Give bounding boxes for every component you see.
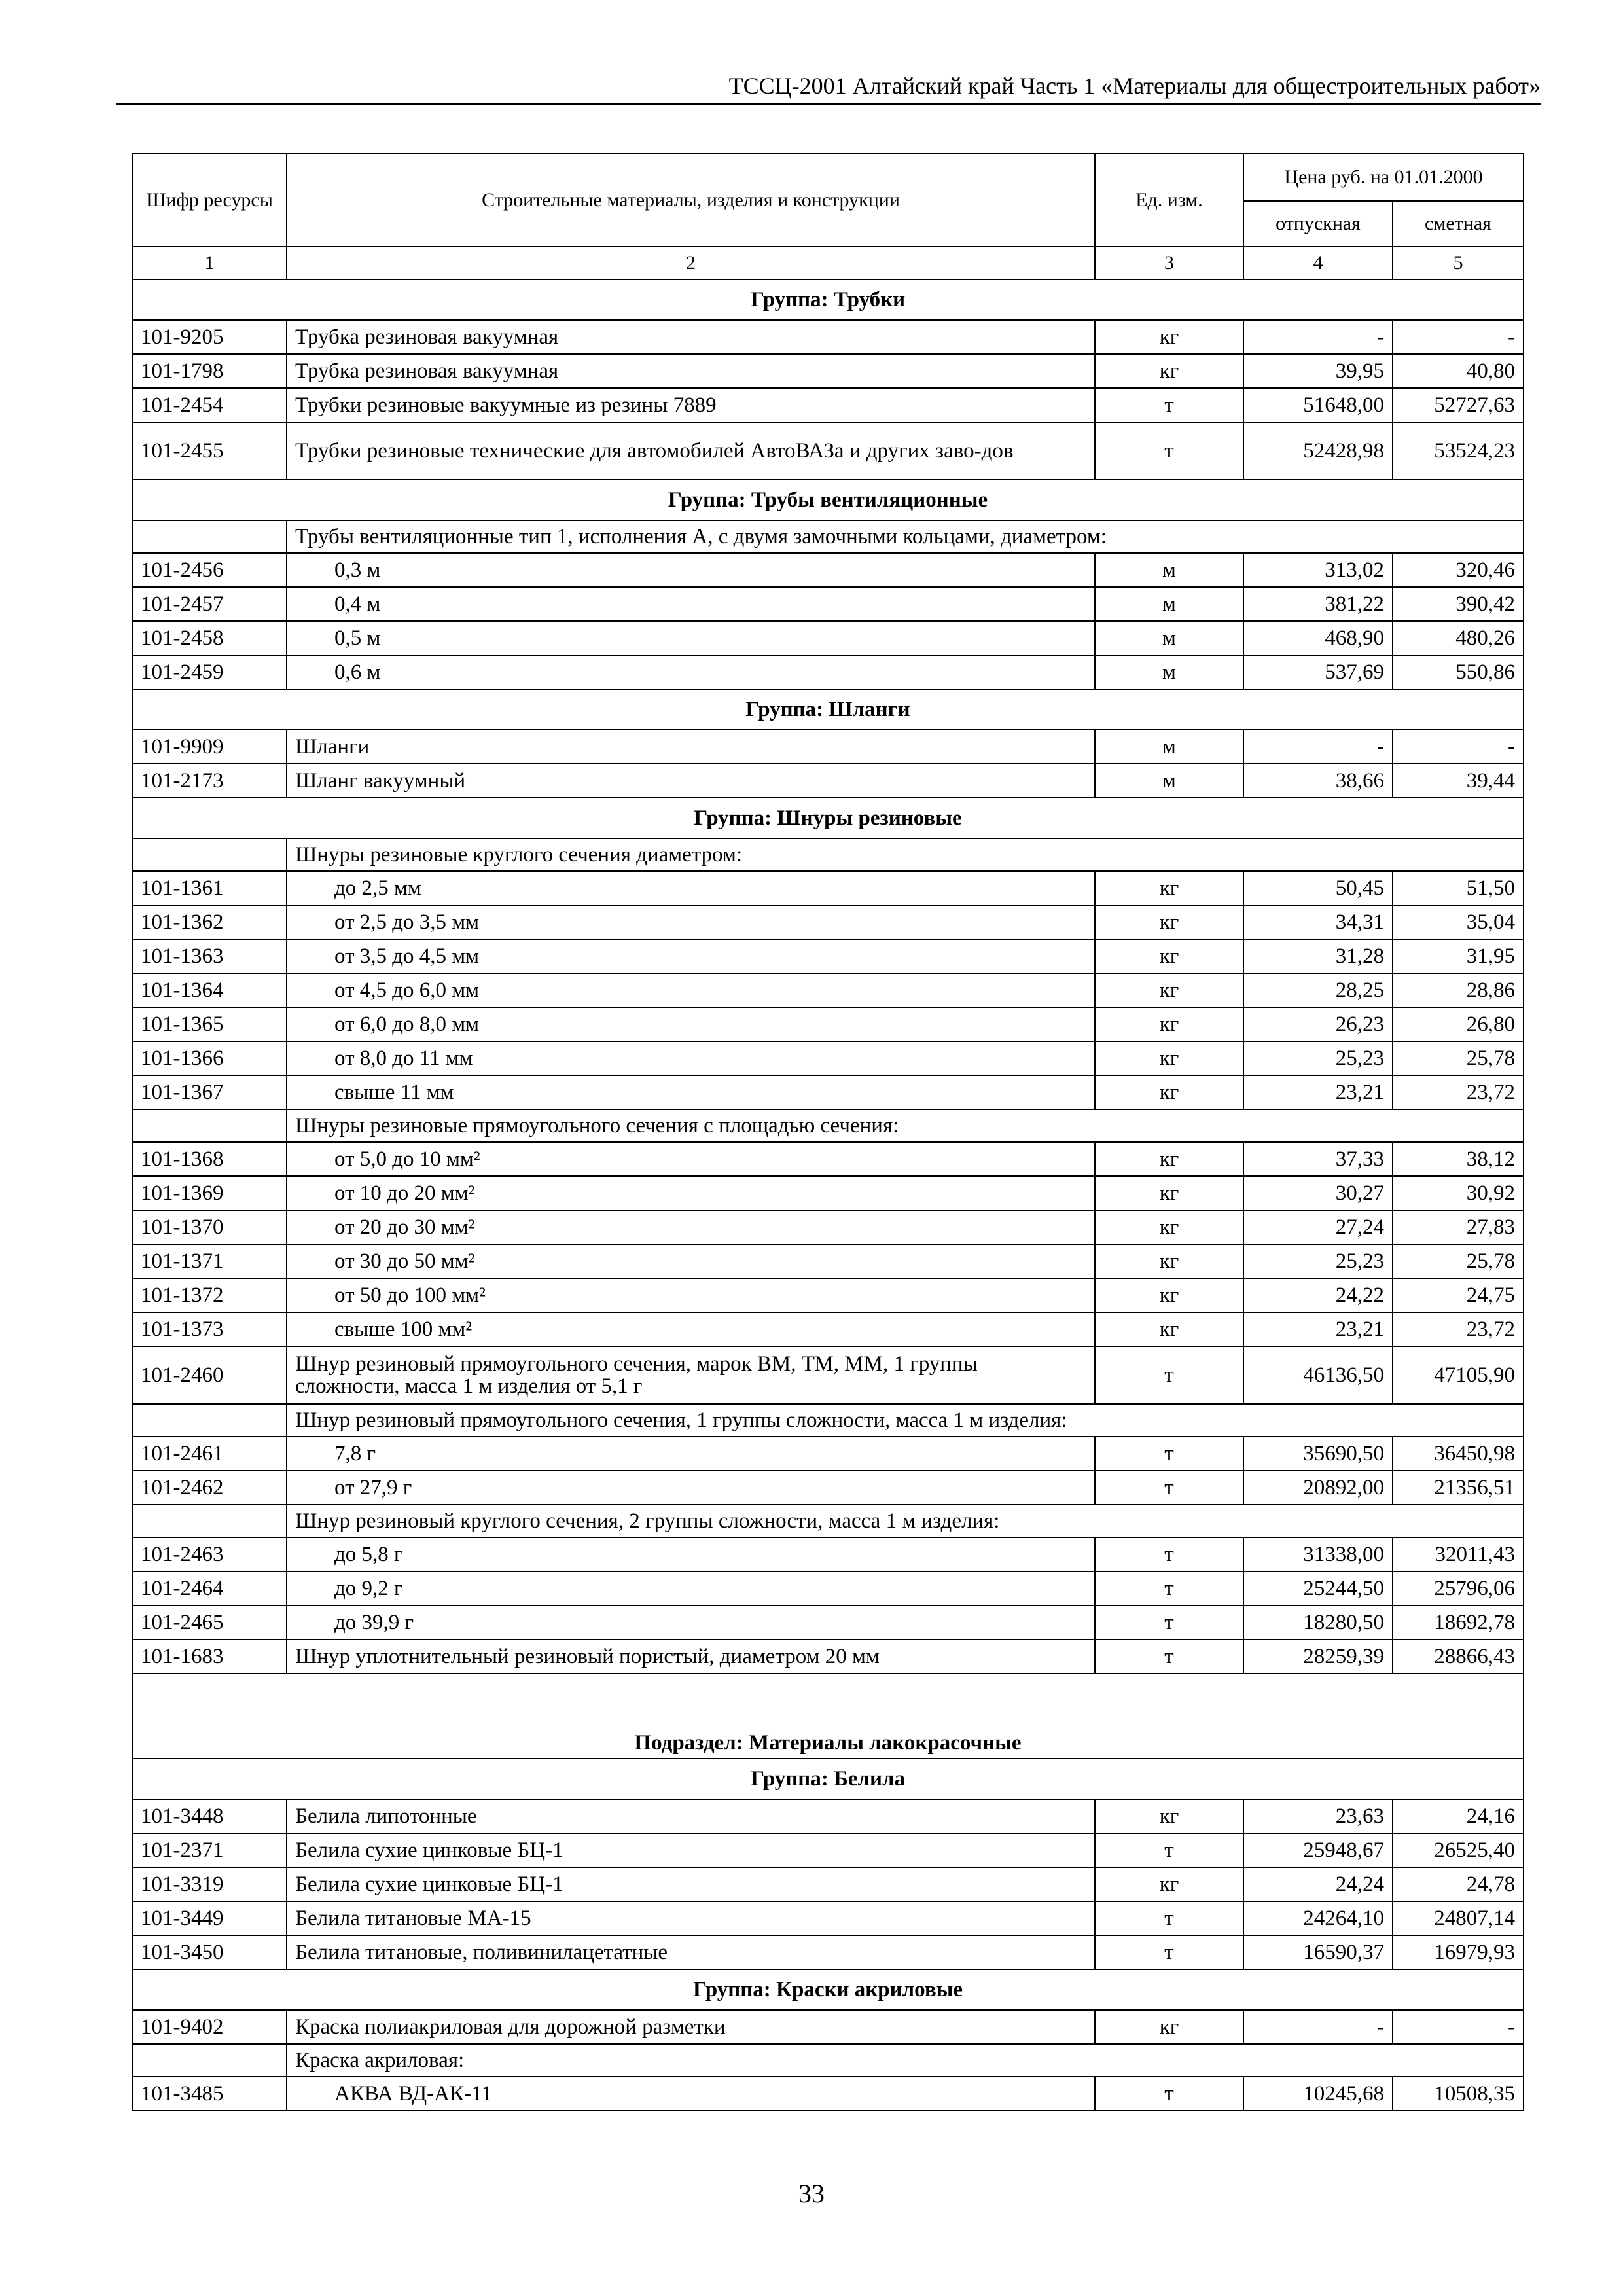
table-row xyxy=(132,1312,1524,1346)
estimate-price: - xyxy=(1393,730,1524,764)
resource-code: 101-3449 xyxy=(132,1901,287,1935)
note-text: Трубы вентиляционные тип 1, исполнения А, с двумя замочными кольцами, диаметром: xyxy=(287,520,1524,553)
estimate-price: 23,72 xyxy=(1393,1312,1524,1346)
table-body xyxy=(132,279,1524,2111)
resource-code: 101-2460 xyxy=(132,1346,287,1404)
unit: т xyxy=(1095,422,1243,480)
estimate-price: 23,72 xyxy=(1393,1075,1524,1109)
resource-code: 101-1364 xyxy=(132,973,287,1007)
release-price: 23,63 xyxy=(1243,1799,1393,1833)
release-price: 26,23 xyxy=(1243,1007,1393,1041)
note-text: Шнур резиновый круглого сечения, 2 группы сложности, масса 1 м изделия: xyxy=(287,1505,1524,1537)
material-name: Трубка резиновая вакуумная xyxy=(287,320,1095,354)
unit: кг xyxy=(1095,1041,1243,1075)
material-name: Белила титановые МА-15 xyxy=(287,1901,1095,1935)
estimate-price: 480,26 xyxy=(1393,621,1524,655)
estimate-price: 24,75 xyxy=(1393,1278,1524,1312)
material-name: Белила липотонные xyxy=(287,1799,1095,1833)
table-row xyxy=(132,320,1524,354)
page-header xyxy=(116,63,1541,105)
resource-code: 101-3450 xyxy=(132,1935,287,1969)
estimate-price: 25796,06 xyxy=(1393,1571,1524,1605)
resource-code: 101-3485 xyxy=(132,2077,287,2111)
estimate-price: 21356,51 xyxy=(1393,1471,1524,1505)
material-name: Трубки резиновые технические для автомобилей АвтоВАЗа и других заво-дов xyxy=(287,422,1095,480)
table-row xyxy=(132,1437,1524,1471)
table-row xyxy=(132,1278,1524,1312)
estimate-price: 24,16 xyxy=(1393,1799,1524,1833)
unit: кг xyxy=(1095,973,1243,1007)
unit: т xyxy=(1095,1537,1243,1571)
table-row xyxy=(132,587,1524,621)
estimate-price: 38,12 xyxy=(1393,1142,1524,1176)
group-row xyxy=(132,279,1524,320)
release-price: 313,02 xyxy=(1243,553,1393,587)
table-row xyxy=(132,553,1524,587)
estimate-price: 31,95 xyxy=(1393,939,1524,973)
resource-code: 101-1369 xyxy=(132,1176,287,1210)
note-text: Шнур резиновый прямоугольного сечения, 1 группы сложности, масса 1 м изделия: xyxy=(287,1404,1524,1437)
unit: т xyxy=(1095,1605,1243,1640)
subsection-row xyxy=(132,1674,1524,1759)
material-name: АКВА ВД-АК-11 xyxy=(287,2077,1095,2111)
unit: кг xyxy=(1095,1176,1243,1210)
release-price: 51648,00 xyxy=(1243,388,1393,422)
unit: т xyxy=(1095,388,1243,422)
resource-code: 101-2371 xyxy=(132,1833,287,1867)
release-price: 34,31 xyxy=(1243,905,1393,939)
resource-code: 101-1371 xyxy=(132,1244,287,1278)
unit: кг xyxy=(1095,354,1243,388)
resource-code: 101-9205 xyxy=(132,320,287,354)
material-name: 0,6 м xyxy=(287,655,1095,689)
header-name: Строительные материалы, изделия и конструкции xyxy=(287,154,1095,247)
release-price: 46136,50 xyxy=(1243,1346,1393,1404)
release-price: 381,22 xyxy=(1243,587,1393,621)
column-number: 1 xyxy=(132,247,287,279)
estimate-price: 36450,98 xyxy=(1393,1437,1524,1471)
material-name: от 5,0 до 10 мм² xyxy=(287,1142,1095,1176)
table-row xyxy=(132,1176,1524,1210)
table-row xyxy=(132,1571,1524,1605)
note-row xyxy=(132,1404,1524,1437)
resource-code: 101-1370 xyxy=(132,1210,287,1244)
estimate-price: 52727,63 xyxy=(1393,388,1524,422)
estimate-price: 53524,23 xyxy=(1393,422,1524,480)
material-name: от 20 до 30 мм² xyxy=(287,1210,1095,1244)
resource-code: 101-1372 xyxy=(132,1278,287,1312)
table-row xyxy=(132,1244,1524,1278)
material-name: от 8,0 до 11 мм xyxy=(287,1041,1095,1075)
column-number: 2 xyxy=(287,247,1095,279)
resource-code: 101-1683 xyxy=(132,1640,287,1674)
unit: м xyxy=(1095,764,1243,798)
group-title: Группа: Шнуры резиновые xyxy=(132,798,1524,838)
column-number: 4 xyxy=(1243,247,1393,279)
unit: кг xyxy=(1095,1075,1243,1109)
unit: кг xyxy=(1095,905,1243,939)
release-price: 52428,98 xyxy=(1243,422,1393,480)
unit: кг xyxy=(1095,1007,1243,1041)
material-name: от 30 до 50 мм² xyxy=(287,1244,1095,1278)
estimate-price: 26525,40 xyxy=(1393,1833,1524,1867)
material-name: до 2,5 мм xyxy=(287,871,1095,905)
estimate-price: 47105,90 xyxy=(1393,1346,1524,1404)
material-name: Белила сухие цинковые БЦ-1 xyxy=(287,1867,1095,1901)
table-row xyxy=(132,973,1524,1007)
estimate-price: 390,42 xyxy=(1393,587,1524,621)
resource-code: 101-2173 xyxy=(132,764,287,798)
release-price: 31,28 xyxy=(1243,939,1393,973)
material-name: свыше 11 мм xyxy=(287,1075,1095,1109)
table-row xyxy=(132,1833,1524,1867)
table-row xyxy=(132,1605,1524,1640)
group-title: Группа: Краски акриловые xyxy=(132,1969,1524,2010)
table-row xyxy=(132,1901,1524,1935)
unit: кг xyxy=(1095,1244,1243,1278)
resource-code: 101-2459 xyxy=(132,655,287,689)
release-price: 20892,00 xyxy=(1243,1471,1393,1505)
resource-code: 101-2458 xyxy=(132,621,287,655)
empty-code-cell xyxy=(132,838,287,871)
table-row xyxy=(132,1935,1524,1969)
resource-code: 101-2457 xyxy=(132,587,287,621)
unit: кг xyxy=(1095,320,1243,354)
table-row xyxy=(132,388,1524,422)
table-row xyxy=(132,1041,1524,1075)
header-estimate-price: сметная xyxy=(1393,201,1524,247)
material-name: 0,5 м xyxy=(287,621,1095,655)
table-row xyxy=(132,621,1524,655)
table-row xyxy=(132,1210,1524,1244)
resource-code: 101-2462 xyxy=(132,1471,287,1505)
unit: м xyxy=(1095,655,1243,689)
group-title: Группа: Белила xyxy=(132,1759,1524,1799)
unit: т xyxy=(1095,1571,1243,1605)
release-price: 37,33 xyxy=(1243,1142,1393,1176)
note-text: Шнуры резиновые круглого сечения диаметром: xyxy=(287,838,1524,871)
table-row xyxy=(132,1867,1524,1901)
resource-code: 101-2464 xyxy=(132,1571,287,1605)
release-price: 10245,68 xyxy=(1243,2077,1393,2111)
release-price: 35690,50 xyxy=(1243,1437,1393,1471)
estimate-price: 26,80 xyxy=(1393,1007,1524,1041)
unit: т xyxy=(1095,1901,1243,1935)
table-row xyxy=(132,871,1524,905)
estimate-price: 28866,43 xyxy=(1393,1640,1524,1674)
material-name: Краска полиакриловая для дорожной разметки xyxy=(287,2010,1095,2044)
release-price: 24,22 xyxy=(1243,1278,1393,1312)
resource-code: 101-3448 xyxy=(132,1799,287,1833)
resource-code: 101-2465 xyxy=(132,1605,287,1640)
resource-code: 101-1368 xyxy=(132,1142,287,1176)
release-price: - xyxy=(1243,730,1393,764)
resource-code: 101-3319 xyxy=(132,1867,287,1901)
estimate-price: 16979,93 xyxy=(1393,1935,1524,1969)
estimate-price: 10508,35 xyxy=(1393,2077,1524,2111)
resource-code: 101-9402 xyxy=(132,2010,287,2044)
table-row xyxy=(132,730,1524,764)
table-row xyxy=(132,764,1524,798)
header-code: Шифр ресурсы xyxy=(132,154,287,247)
unit: т xyxy=(1095,1833,1243,1867)
unit: т xyxy=(1095,1346,1243,1404)
release-price: 25244,50 xyxy=(1243,1571,1393,1605)
header-release-price: отпускная xyxy=(1243,201,1393,247)
unit: м xyxy=(1095,587,1243,621)
material-name: до 5,8 г xyxy=(287,1537,1095,1571)
table-row xyxy=(132,905,1524,939)
empty-code-cell xyxy=(132,1404,287,1437)
material-name: от 50 до 100 мм² xyxy=(287,1278,1095,1312)
table-row xyxy=(132,2010,1524,2044)
table-row xyxy=(132,1346,1524,1404)
material-name: Трубки резиновые вакуумные из резины 7889 xyxy=(287,388,1095,422)
material-name: Шланг вакуумный xyxy=(287,764,1095,798)
document-title: ТССЦ-2001 Алтайский край Часть 1 «Материалы для общестроительных работ» xyxy=(728,73,1541,99)
unit: м xyxy=(1095,621,1243,655)
subsection-title: Подраздел: Материалы лакокрасочные xyxy=(132,1674,1524,1759)
estimate-price: 25,78 xyxy=(1393,1041,1524,1075)
unit: кг xyxy=(1095,1210,1243,1244)
material-name: до 39,9 г xyxy=(287,1605,1095,1640)
estimate-price: 320,46 xyxy=(1393,553,1524,587)
material-name: от 3,5 до 4,5 мм xyxy=(287,939,1095,973)
material-name: от 2,5 до 3,5 мм xyxy=(287,905,1095,939)
estimate-price: 24,78 xyxy=(1393,1867,1524,1901)
note-row xyxy=(132,520,1524,553)
release-price: 28259,39 xyxy=(1243,1640,1393,1674)
estimate-price: 18692,78 xyxy=(1393,1605,1524,1640)
resource-code: 101-1361 xyxy=(132,871,287,905)
release-price: 31338,00 xyxy=(1243,1537,1393,1571)
unit: т xyxy=(1095,2077,1243,2111)
release-price: 27,24 xyxy=(1243,1210,1393,1244)
table-row xyxy=(132,354,1524,388)
empty-code-cell xyxy=(132,520,287,553)
release-price: 25,23 xyxy=(1243,1041,1393,1075)
estimate-price: - xyxy=(1393,320,1524,354)
table-row xyxy=(132,1537,1524,1571)
table-row xyxy=(132,655,1524,689)
resource-code: 101-1367 xyxy=(132,1075,287,1109)
estimate-price: 40,80 xyxy=(1393,354,1524,388)
unit: т xyxy=(1095,1640,1243,1674)
release-price: 25,23 xyxy=(1243,1244,1393,1278)
resource-code: 101-2455 xyxy=(132,422,287,480)
release-price: 537,69 xyxy=(1243,655,1393,689)
unit: кг xyxy=(1095,939,1243,973)
estimate-price: 25,78 xyxy=(1393,1244,1524,1278)
estimate-price: 550,86 xyxy=(1393,655,1524,689)
page-number: 33 xyxy=(798,2179,825,2208)
table-row xyxy=(132,422,1524,480)
release-price: 24,24 xyxy=(1243,1867,1393,1901)
table-row xyxy=(132,1142,1524,1176)
resource-code: 101-1798 xyxy=(132,354,287,388)
release-price: 16590,37 xyxy=(1243,1935,1393,1969)
note-row xyxy=(132,2044,1524,2077)
resource-code: 101-1373 xyxy=(132,1312,287,1346)
material-name: Шнур уплотнительный резиновый пористый, диаметром 20 мм xyxy=(287,1640,1095,1674)
note-row xyxy=(132,1505,1524,1537)
note-text: Краска акриловая: xyxy=(287,2044,1524,2077)
estimate-price: 24807,14 xyxy=(1393,1901,1524,1935)
estimate-price: 28,86 xyxy=(1393,973,1524,1007)
release-price: 39,95 xyxy=(1243,354,1393,388)
material-name: свыше 100 мм² xyxy=(287,1312,1095,1346)
unit: т xyxy=(1095,1935,1243,1969)
group-row xyxy=(132,480,1524,520)
unit: кг xyxy=(1095,1867,1243,1901)
resource-code: 101-1366 xyxy=(132,1041,287,1075)
release-price: 468,90 xyxy=(1243,621,1393,655)
resource-code: 101-1362 xyxy=(132,905,287,939)
material-name: от 6,0 до 8,0 мм xyxy=(287,1007,1095,1041)
resource-code: 101-1363 xyxy=(132,939,287,973)
price-table xyxy=(132,153,1524,2111)
release-price: 38,66 xyxy=(1243,764,1393,798)
release-price: 24264,10 xyxy=(1243,1901,1393,1935)
resource-code: 101-1365 xyxy=(132,1007,287,1041)
resource-code: 101-2463 xyxy=(132,1537,287,1571)
unit: кг xyxy=(1095,1312,1243,1346)
note-text: Шнуры резиновые прямоугольного сечения с площадью сечения: xyxy=(287,1109,1524,1142)
estimate-price: 35,04 xyxy=(1393,905,1524,939)
release-price: 18280,50 xyxy=(1243,1605,1393,1640)
material-name: от 10 до 20 мм² xyxy=(287,1176,1095,1210)
resource-code: 101-2454 xyxy=(132,388,287,422)
group-row xyxy=(132,798,1524,838)
release-price: - xyxy=(1243,2010,1393,2044)
material-name: Трубка резиновая вакуумная xyxy=(287,354,1095,388)
group-row xyxy=(132,1969,1524,2010)
column-number: 5 xyxy=(1393,247,1524,279)
resource-code: 101-2461 xyxy=(132,1437,287,1471)
table-row xyxy=(132,1471,1524,1505)
unit: т xyxy=(1095,1471,1243,1505)
release-price: 25948,67 xyxy=(1243,1833,1393,1867)
release-price: 23,21 xyxy=(1243,1075,1393,1109)
release-price: 50,45 xyxy=(1243,871,1393,905)
group-title: Группа: Трубки xyxy=(132,279,1524,320)
unit: кг xyxy=(1095,871,1243,905)
note-row xyxy=(132,1109,1524,1142)
release-price: - xyxy=(1243,320,1393,354)
material-name: Шнур резиновый прямоугольного сечения, марок ВМ, ТМ, ММ, 1 группы сложности, масса 1 м изделия от 5,1 г xyxy=(287,1346,1095,1404)
group-row xyxy=(132,689,1524,730)
table-row xyxy=(132,939,1524,973)
table-row xyxy=(132,1640,1524,1674)
group-row xyxy=(132,1759,1524,1799)
empty-code-cell xyxy=(132,1505,287,1537)
material-name: Белила титановые, поливинилацетатные xyxy=(287,1935,1095,1969)
header-unit: Ед. изм. xyxy=(1095,154,1243,247)
resource-code: 101-2456 xyxy=(132,553,287,587)
estimate-price: 32011,43 xyxy=(1393,1537,1524,1571)
release-price: 28,25 xyxy=(1243,973,1393,1007)
table-row xyxy=(132,1799,1524,1833)
estimate-price: 39,44 xyxy=(1393,764,1524,798)
material-name: до 9,2 г xyxy=(287,1571,1095,1605)
material-name: 7,8 г xyxy=(287,1437,1095,1471)
unit: кг xyxy=(1095,2010,1243,2044)
table-header xyxy=(132,154,1524,279)
material-name: Белила сухие цинковые БЦ-1 xyxy=(287,1833,1095,1867)
unit: м xyxy=(1095,553,1243,587)
table-row xyxy=(132,1007,1524,1041)
estimate-price: - xyxy=(1393,2010,1524,2044)
unit: м xyxy=(1095,730,1243,764)
unit: кг xyxy=(1095,1799,1243,1833)
table-row xyxy=(132,1075,1524,1109)
unit: т xyxy=(1095,1437,1243,1471)
header-price: Цена руб. на 01.01.2000 xyxy=(1243,154,1524,201)
note-row xyxy=(132,838,1524,871)
unit: кг xyxy=(1095,1142,1243,1176)
material-name: 0,3 м xyxy=(287,553,1095,587)
material-name: Шланги xyxy=(287,730,1095,764)
release-price: 23,21 xyxy=(1243,1312,1393,1346)
material-name: 0,4 м xyxy=(287,587,1095,621)
estimate-price: 27,83 xyxy=(1393,1210,1524,1244)
estimate-price: 30,92 xyxy=(1393,1176,1524,1210)
material-name: от 27,9 г xyxy=(287,1471,1095,1505)
material-name: от 4,5 до 6,0 мм xyxy=(287,973,1095,1007)
resource-code: 101-9909 xyxy=(132,730,287,764)
table-row xyxy=(132,2077,1524,2111)
unit: кг xyxy=(1095,1278,1243,1312)
estimate-price: 51,50 xyxy=(1393,871,1524,905)
group-title: Группа: Трубы вентиляционные xyxy=(132,480,1524,520)
column-number: 3 xyxy=(1095,247,1243,279)
release-price: 30,27 xyxy=(1243,1176,1393,1210)
group-title: Группа: Шланги xyxy=(132,689,1524,730)
empty-code-cell xyxy=(132,1109,287,1142)
empty-code-cell xyxy=(132,2044,287,2077)
